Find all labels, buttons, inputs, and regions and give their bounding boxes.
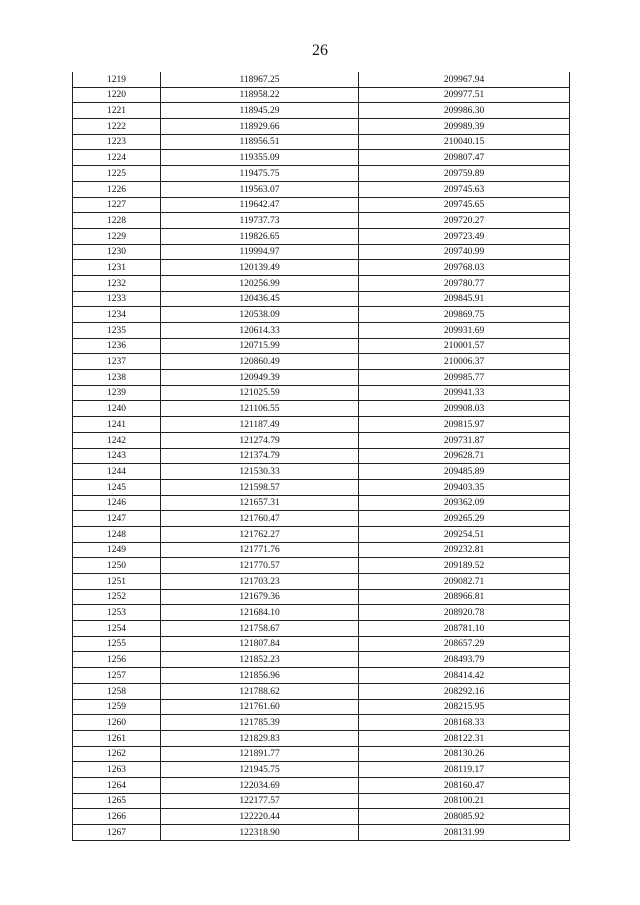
x-coordinate-cell: 121106.55 <box>161 401 359 417</box>
table-row <box>73 652 570 668</box>
point-number-cell: 1249 <box>73 542 161 558</box>
x-coordinate-cell: 118956.51 <box>161 134 359 150</box>
point-number-cell: 1257 <box>73 668 161 684</box>
table-row <box>73 401 570 417</box>
point-number-cell: 1219 <box>73 72 161 87</box>
x-coordinate-cell: 119355.09 <box>161 150 359 166</box>
y-coordinate-cell: 208122.31 <box>359 730 570 746</box>
x-coordinate-cell: 121761.60 <box>161 699 359 715</box>
table-row <box>73 260 570 276</box>
point-number-cell: 1223 <box>73 134 161 150</box>
x-coordinate-cell: 120949.39 <box>161 370 359 386</box>
y-coordinate-cell: 210040.15 <box>359 134 570 150</box>
table-row <box>73 511 570 527</box>
table-row <box>73 150 570 166</box>
y-coordinate-cell: 209869.75 <box>359 307 570 323</box>
x-coordinate-cell: 119737.73 <box>161 213 359 229</box>
table-row <box>73 228 570 244</box>
point-number-cell: 1266 <box>73 809 161 825</box>
point-number-cell: 1252 <box>73 589 161 605</box>
y-coordinate-cell: 209759.89 <box>359 166 570 182</box>
point-number-cell: 1224 <box>73 150 161 166</box>
x-coordinate-cell: 121703.23 <box>161 574 359 590</box>
table-row <box>73 354 570 370</box>
x-coordinate-cell: 121788.62 <box>161 683 359 699</box>
table-row <box>73 825 570 841</box>
table-row <box>73 134 570 150</box>
x-coordinate-cell: 121758.67 <box>161 621 359 637</box>
y-coordinate-cell: 209628.71 <box>359 448 570 464</box>
y-coordinate-cell: 209232.81 <box>359 542 570 558</box>
y-coordinate-cell: 210006.37 <box>359 354 570 370</box>
table-row <box>73 166 570 182</box>
table-row <box>73 464 570 480</box>
table-row <box>73 87 570 103</box>
coordinate-table-body <box>73 72 570 840</box>
point-number-cell: 1255 <box>73 636 161 652</box>
point-number-cell: 1253 <box>73 605 161 621</box>
table-row <box>73 558 570 574</box>
table-row <box>73 338 570 354</box>
y-coordinate-cell: 208131.99 <box>359 825 570 841</box>
point-number-cell: 1259 <box>73 699 161 715</box>
x-coordinate-cell: 119994.97 <box>161 244 359 260</box>
y-coordinate-cell: 208966.81 <box>359 589 570 605</box>
table-row <box>73 683 570 699</box>
point-number-cell: 1226 <box>73 181 161 197</box>
point-number-cell: 1242 <box>73 432 161 448</box>
y-coordinate-cell: 209768.03 <box>359 260 570 276</box>
x-coordinate-cell: 120139.49 <box>161 260 359 276</box>
y-coordinate-cell: 209985.77 <box>359 370 570 386</box>
point-number-cell: 1221 <box>73 103 161 119</box>
point-number-cell: 1238 <box>73 370 161 386</box>
x-coordinate-cell: 121945.75 <box>161 762 359 778</box>
x-coordinate-cell: 121807.84 <box>161 636 359 652</box>
y-coordinate-cell: 209254.51 <box>359 526 570 542</box>
y-coordinate-cell: 209989.39 <box>359 119 570 135</box>
x-coordinate-cell: 121025.59 <box>161 385 359 401</box>
table-row <box>73 589 570 605</box>
table-row <box>73 291 570 307</box>
x-coordinate-cell: 118945.29 <box>161 103 359 119</box>
x-coordinate-cell: 121891.77 <box>161 746 359 762</box>
y-coordinate-cell: 210001.57 <box>359 338 570 354</box>
y-coordinate-cell: 209082.71 <box>359 574 570 590</box>
x-coordinate-cell: 118958.22 <box>161 87 359 103</box>
table-row <box>73 275 570 291</box>
y-coordinate-cell: 209807.47 <box>359 150 570 166</box>
point-number-cell: 1262 <box>73 746 161 762</box>
point-number-cell: 1261 <box>73 730 161 746</box>
y-coordinate-cell: 209941.33 <box>359 385 570 401</box>
x-coordinate-cell: 120860.49 <box>161 354 359 370</box>
table-row <box>73 119 570 135</box>
table-row <box>73 730 570 746</box>
x-coordinate-cell: 121760.47 <box>161 511 359 527</box>
table-row <box>73 793 570 809</box>
point-number-cell: 1225 <box>73 166 161 182</box>
table-row <box>73 605 570 621</box>
point-number-cell: 1231 <box>73 260 161 276</box>
x-coordinate-cell: 121852.23 <box>161 652 359 668</box>
table-row <box>73 636 570 652</box>
x-coordinate-cell: 120256.99 <box>161 275 359 291</box>
x-coordinate-cell: 120715.99 <box>161 338 359 354</box>
table-row <box>73 809 570 825</box>
x-coordinate-cell: 122177.57 <box>161 793 359 809</box>
table-row <box>73 244 570 260</box>
y-coordinate-cell: 208215.95 <box>359 699 570 715</box>
point-number-cell: 1246 <box>73 495 161 511</box>
y-coordinate-cell: 208119.17 <box>359 762 570 778</box>
table-row <box>73 181 570 197</box>
point-number-cell: 1222 <box>73 119 161 135</box>
table-row <box>73 699 570 715</box>
x-coordinate-cell: 121762.27 <box>161 526 359 542</box>
table-row <box>73 526 570 542</box>
y-coordinate-cell: 209745.65 <box>359 197 570 213</box>
point-number-cell: 1241 <box>73 417 161 433</box>
x-coordinate-cell: 119642.47 <box>161 197 359 213</box>
table-row <box>73 103 570 119</box>
point-number-cell: 1236 <box>73 338 161 354</box>
y-coordinate-cell: 209731.87 <box>359 432 570 448</box>
y-coordinate-cell: 209908.03 <box>359 401 570 417</box>
y-coordinate-cell: 209720.27 <box>359 213 570 229</box>
table-row <box>73 746 570 762</box>
point-number-cell: 1228 <box>73 213 161 229</box>
table-row <box>73 777 570 793</box>
y-coordinate-cell: 208781.10 <box>359 621 570 637</box>
table-row <box>73 323 570 339</box>
point-number-cell: 1258 <box>73 683 161 699</box>
y-coordinate-cell: 208292.16 <box>359 683 570 699</box>
x-coordinate-cell: 121679.36 <box>161 589 359 605</box>
table-row <box>73 370 570 386</box>
y-coordinate-cell: 209403.35 <box>359 479 570 495</box>
table-row <box>73 432 570 448</box>
x-coordinate-cell: 120614.33 <box>161 323 359 339</box>
y-coordinate-cell: 208414.42 <box>359 668 570 684</box>
x-coordinate-cell: 122034.69 <box>161 777 359 793</box>
x-coordinate-cell: 121770.57 <box>161 558 359 574</box>
y-coordinate-cell: 209986.30 <box>359 103 570 119</box>
x-coordinate-cell: 121187.49 <box>161 417 359 433</box>
point-number-cell: 1230 <box>73 244 161 260</box>
y-coordinate-cell: 209967.94 <box>359 72 570 87</box>
x-coordinate-cell: 121829.83 <box>161 730 359 746</box>
point-number-cell: 1250 <box>73 558 161 574</box>
table-row <box>73 479 570 495</box>
y-coordinate-cell: 208493.79 <box>359 652 570 668</box>
point-number-cell: 1233 <box>73 291 161 307</box>
y-coordinate-cell: 208085.92 <box>359 809 570 825</box>
point-number-cell: 1234 <box>73 307 161 323</box>
point-number-cell: 1239 <box>73 385 161 401</box>
y-coordinate-cell: 208657.29 <box>359 636 570 652</box>
y-coordinate-cell: 209265.29 <box>359 511 570 527</box>
y-coordinate-cell: 209723.49 <box>359 228 570 244</box>
x-coordinate-cell: 121856.96 <box>161 668 359 684</box>
point-number-cell: 1260 <box>73 715 161 731</box>
y-coordinate-cell: 209845.91 <box>359 291 570 307</box>
y-coordinate-cell: 209189.52 <box>359 558 570 574</box>
x-coordinate-cell: 121530.33 <box>161 464 359 480</box>
table-row <box>73 668 570 684</box>
point-number-cell: 1264 <box>73 777 161 793</box>
point-number-cell: 1237 <box>73 354 161 370</box>
point-number-cell: 1240 <box>73 401 161 417</box>
table-row <box>73 574 570 590</box>
x-coordinate-cell: 122318.90 <box>161 825 359 841</box>
x-coordinate-cell: 118929.66 <box>161 119 359 135</box>
point-number-cell: 1245 <box>73 479 161 495</box>
y-coordinate-cell: 208160.47 <box>359 777 570 793</box>
point-number-cell: 1244 <box>73 464 161 480</box>
point-number-cell: 1263 <box>73 762 161 778</box>
y-coordinate-cell: 209780.77 <box>359 275 570 291</box>
point-number-cell: 1248 <box>73 526 161 542</box>
x-coordinate-cell: 121598.57 <box>161 479 359 495</box>
table-row <box>73 542 570 558</box>
coordinate-table <box>72 72 570 841</box>
table-row <box>73 213 570 229</box>
point-number-cell: 1229 <box>73 228 161 244</box>
table-row <box>73 385 570 401</box>
point-number-cell: 1243 <box>73 448 161 464</box>
y-coordinate-cell: 209745.63 <box>359 181 570 197</box>
table-row <box>73 72 570 87</box>
x-coordinate-cell: 119563.07 <box>161 181 359 197</box>
y-coordinate-cell: 208130.26 <box>359 746 570 762</box>
table-row <box>73 307 570 323</box>
x-coordinate-cell: 118967.25 <box>161 72 359 87</box>
table-row <box>73 715 570 731</box>
table-row <box>73 448 570 464</box>
point-number-cell: 1265 <box>73 793 161 809</box>
y-coordinate-cell: 208920.78 <box>359 605 570 621</box>
table-row <box>73 417 570 433</box>
x-coordinate-cell: 121374.79 <box>161 448 359 464</box>
table-row <box>73 621 570 637</box>
x-coordinate-cell: 122220.44 <box>161 809 359 825</box>
y-coordinate-cell: 209815.97 <box>359 417 570 433</box>
point-number-cell: 1232 <box>73 275 161 291</box>
x-coordinate-cell: 120538.09 <box>161 307 359 323</box>
y-coordinate-cell: 209931.69 <box>359 323 570 339</box>
y-coordinate-cell: 208100.21 <box>359 793 570 809</box>
y-coordinate-cell: 209740.99 <box>359 244 570 260</box>
point-number-cell: 1220 <box>73 87 161 103</box>
point-number-cell: 1227 <box>73 197 161 213</box>
point-number-cell: 1247 <box>73 511 161 527</box>
x-coordinate-cell: 119826.65 <box>161 228 359 244</box>
y-coordinate-cell: 209485.89 <box>359 464 570 480</box>
x-coordinate-cell: 121274.79 <box>161 432 359 448</box>
table-row <box>73 495 570 511</box>
point-number-cell: 1251 <box>73 574 161 590</box>
x-coordinate-cell: 121771.76 <box>161 542 359 558</box>
y-coordinate-cell: 209977.51 <box>359 87 570 103</box>
point-number-cell: 1256 <box>73 652 161 668</box>
y-coordinate-cell: 208168.33 <box>359 715 570 731</box>
page-number: 26 <box>312 42 328 59</box>
y-coordinate-cell: 209362.09 <box>359 495 570 511</box>
point-number-cell: 1254 <box>73 621 161 637</box>
table-row <box>73 197 570 213</box>
point-number-cell: 1267 <box>73 825 161 841</box>
x-coordinate-cell: 121684.10 <box>161 605 359 621</box>
x-coordinate-cell: 120436.45 <box>161 291 359 307</box>
x-coordinate-cell: 119475.75 <box>161 166 359 182</box>
point-number-cell: 1235 <box>73 323 161 339</box>
x-coordinate-cell: 121785.39 <box>161 715 359 731</box>
x-coordinate-cell: 121657.31 <box>161 495 359 511</box>
table-row <box>73 762 570 778</box>
